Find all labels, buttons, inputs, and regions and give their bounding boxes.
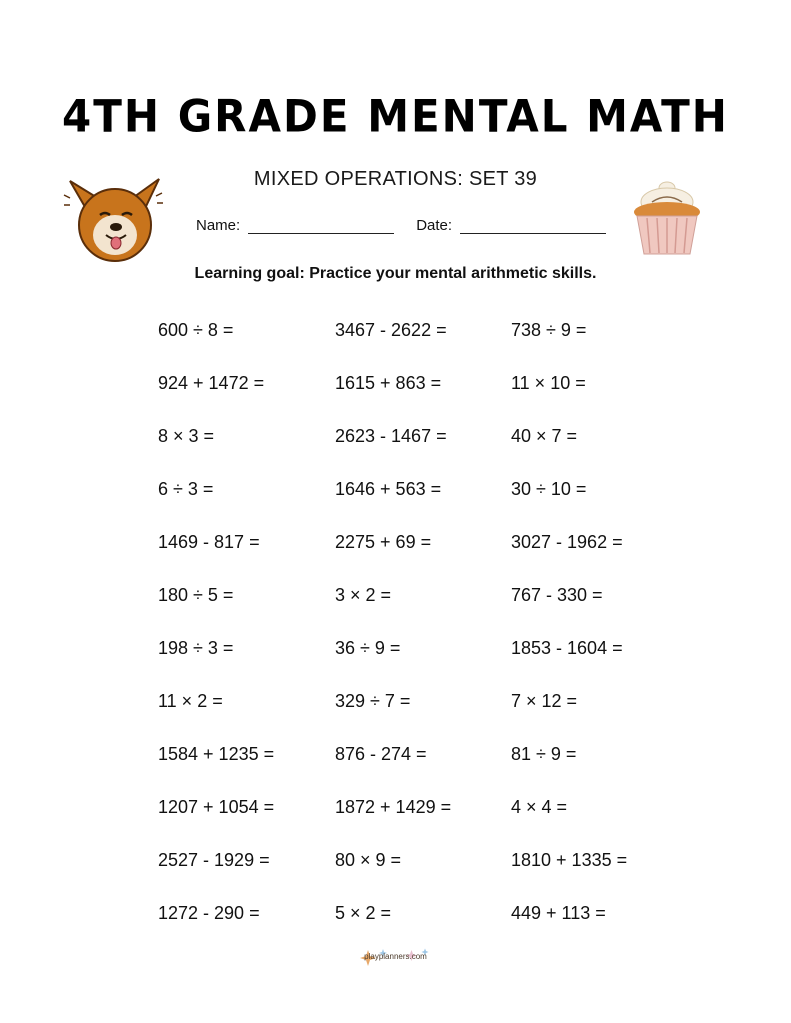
- problem: 600 ÷ 8 =: [158, 320, 234, 340]
- problem: 1207 + 1054 =: [158, 797, 275, 817]
- problem: 1584 + 1235 =: [158, 744, 275, 764]
- problem: 6 ÷ 3 =: [158, 479, 214, 499]
- problem: 3 × 2 =: [335, 585, 392, 605]
- problem: 180 ÷ 5 =: [158, 585, 234, 605]
- problem: 11 × 2 =: [158, 691, 223, 711]
- problem: 11 × 10 =: [511, 373, 586, 393]
- problem: 2623 - 1467 =: [335, 426, 447, 446]
- problem: 3027 - 1962 =: [511, 532, 623, 552]
- problem: 7 × 12 =: [511, 691, 578, 711]
- problem: 4 × 4 =: [511, 797, 568, 817]
- problem-grid: [158, 318, 687, 954]
- problem: 81 ÷ 9 =: [511, 744, 577, 764]
- problem: 1469 - 817 =: [158, 532, 260, 552]
- problem: 738 ÷ 9 =: [511, 320, 587, 340]
- date-label: Date:: [416, 217, 453, 234]
- problem: 767 - 330 =: [511, 585, 603, 605]
- problem: 1615 + 863 =: [335, 373, 442, 393]
- learning-goal: Learning goal: Practice your mental arithmetic skills.: [194, 265, 597, 282]
- problem: 1646 + 563 =: [335, 479, 442, 499]
- problem: 1872 + 1429 =: [335, 797, 452, 817]
- worksheet-subtitle: MIXED OPERATIONS: SET 39: [253, 168, 538, 190]
- problem: 876 - 274 =: [335, 744, 427, 764]
- name-field[interactable]: [248, 219, 394, 234]
- problem: 5 × 2 =: [335, 903, 392, 923]
- problem: 2527 - 1929 =: [158, 850, 270, 870]
- date-field[interactable]: [460, 219, 606, 234]
- problem: 1810 + 1335 =: [511, 850, 628, 870]
- problem: 1853 - 1604 =: [511, 638, 623, 658]
- problem: 80 × 9 =: [335, 850, 402, 870]
- problem: 924 + 1472 =: [158, 373, 265, 393]
- footer-brand[interactable]: playplanners.com: [364, 952, 427, 961]
- problem: 449 + 113 =: [511, 903, 606, 923]
- name-label: Name:: [196, 217, 241, 234]
- problem: 329 ÷ 7 =: [335, 691, 411, 711]
- problem: 8 × 3 =: [158, 426, 215, 446]
- cupcake-icon: [632, 178, 702, 258]
- problem: 40 × 7 =: [511, 426, 578, 446]
- problem: 1272 - 290 =: [158, 903, 260, 923]
- name-date-row: [196, 217, 606, 234]
- problem: 30 ÷ 10 =: [511, 479, 587, 499]
- worksheet-title: 4TH GRADE MENTAL MATH: [62, 90, 729, 143]
- problem: 36 ÷ 9 =: [335, 638, 401, 658]
- problem: 3467 - 2622 =: [335, 320, 447, 340]
- problem: 2275 + 69 =: [335, 532, 432, 552]
- problem: 198 ÷ 3 =: [158, 638, 234, 658]
